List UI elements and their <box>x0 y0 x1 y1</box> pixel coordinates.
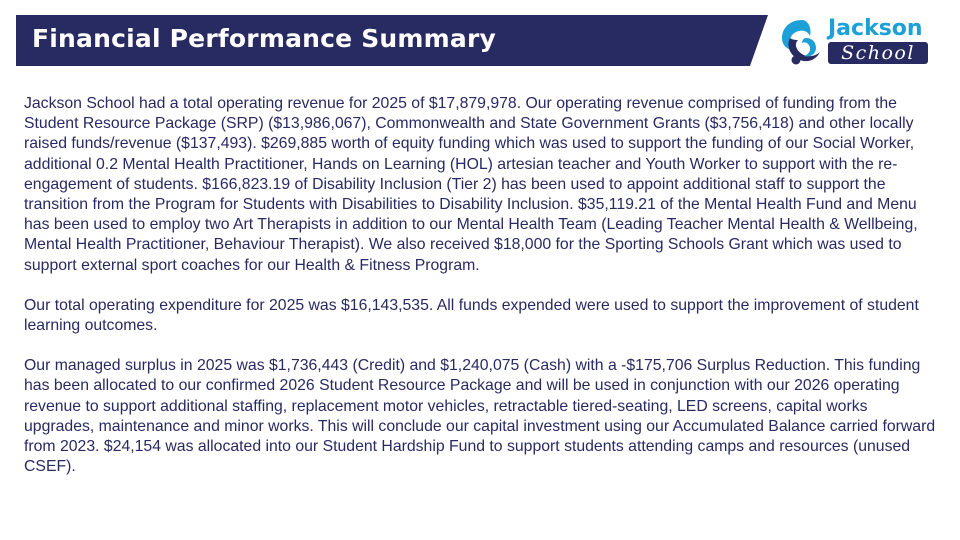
revenue-paragraph: Jackson School had a total operating revenue for 2025 of $17,879,978. Our operating revenue comprised of funding from the Student Resource Package (SRP) ($13,986,067), Commonwealth and State Government Grants ($3,756,418) and other locally raised funds/revenue ($137,493). $269,885 worth of equity funding which was used to support the funding of our Social Worker, additional 0.2 Mental Health Practitioner, Hands on Learning (HOL) artesian teacher and Youth Worker to support with the re-engagement of students. $166,823.19 of Disability Inclusion (Tier 2) has been used to appoint additional staff to support the transition from the Program for Students with Disabilities to Disability Inclusion. $35,119.21 of the Mental Health Fund and Menu has been used to employ two Art Therapists in addition to our Mental Health Team (Leading Teacher Mental Health & Wellbeing, Mental Health Practitioner, Behaviour Therapist). We also received $18,000 for the Sporting Schools Grant which was used to support external sport coaches for our Health & Fitness Program. <box>24 95 918 274</box>
expenditure-paragraph: Our total operating expenditure for 2025 was $16,143,535. All funds expended were used to support the improvement of student learning outcomes. <box>24 296 919 335</box>
logo-wordmark-bottom: School <box>828 42 928 64</box>
logo-swirl-icon <box>776 16 828 68</box>
surplus-paragraph: Our managed surplus in 2025 was $1,736,443 (Credit) and $1,240,075 (Cash) with a -$175,706 Surplus Reduction. This funding has been allocated to our confirmed 2026 Student Resource Package and will be used in conjunction with our 2026 operating revenue to support additional staffing, replacement motor vehicles, retractable tiered-seating, LED screens, capital works upgrades, maintenance and minor works. This will conclude our capital investment using our Accumulated Balance carried forward from 2023. $24,154 was allocated into our Student Hardship Fund to support students attending camps and resources (unused CSEF). <box>24 357 936 476</box>
school-logo <box>776 14 936 70</box>
summary-body <box>24 94 940 497</box>
logo-wordmark-top: Jackson <box>828 16 923 41</box>
page-title: Financial Performance Summary <box>32 24 497 53</box>
